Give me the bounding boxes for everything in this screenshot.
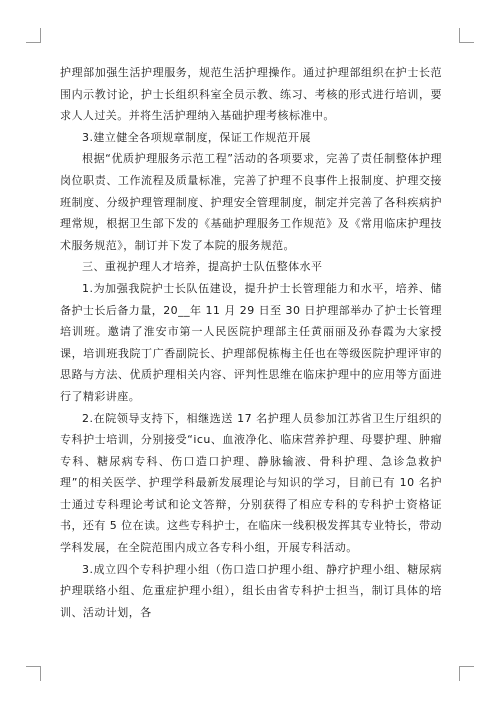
paragraph-head-nurse-training: 1.为加强我院护士长队伍建设，提升护士长管理能力和水平，培养、储备护士长后备力量，20__年 11 月 29 日至 30 日护理部举办了护士长管理培训班。邀请了淮安市第一人民医院护理部主任黄丽丽及孙春霞为大家授课，培训班我院丁广香副院长、护理部倪栋梅主任也在等级医院护理评审的思路与方法、优质护理相关内容、评判性思维在临床护理中的应用等方面进行了精彩讲座。 <box>60 281 442 403</box>
document-body <box>60 62 442 623</box>
heading-rules-system: 3.建立健全各项规章制度，保证工作规范开展 <box>82 130 311 144</box>
crop-mark-top-left <box>26 28 41 43</box>
heading-talent-training: 三、重视护理人才培养，提高护士队伍整体水平 <box>82 260 323 274</box>
crop-mark-bottom-right <box>459 666 474 681</box>
paragraph-life-care: 护理部加强生活护理服务，规范生活护理操作。通过护理部组织在护士长范围内示教讨论，护士长组织科室全员示教、练习、考核的形式进行培训，要求人人过关。并将生活护理纳入基础护理考核标准中。 <box>60 66 442 123</box>
crop-mark-bottom-left <box>26 666 41 681</box>
paragraph-rules-system: 根据“优质护理服务示范工程”活动的各项要求，完善了责任制整体护理岗位职责、工作流程及质量标准，完善了护理不良事件上报制度、护理交接班制度、分级护理管理制度、护理安全管理制度，制定并完善了各科疾病护理常规，根据卫生部下发的《基础护理服务工作规范》及《常用临床护理技术服务规范》，制订并下发了本院的服务规范。 <box>60 152 442 252</box>
paragraph-specialist-nurses: 2.在院领导支持下，相继选送 17 名护理人员参加江苏省卫生厅组织的专科护士培训，分别接受“icu、血液净化、临床营养护理、母婴护理、肿瘤专科、糖尿病专科、伤口造口护理、静脉输液、骨科护理、急诊急救护理”的相关医学、护理学科最新发展理论与知识的学习，目前已有 10 名护士通过专科理论考试和论文答辩，分别获得了相应专科的专科护士资格证书，还有 5 位在读。这些专科护士，在临床一线积极发挥其专业特长，带动学科发展，在全院范围内成立各专科小组，开展专科活动。 <box>60 411 442 555</box>
crop-mark-top-right <box>459 28 474 43</box>
paragraph-specialist-groups: 3.成立四个专科护理小组（伤口造口护理小组、静疗护理小组、糖尿病护理联络小组、危重症护理小组），组长由省专科护士担当，制订具体的培训、活动计划，各 <box>60 562 442 619</box>
